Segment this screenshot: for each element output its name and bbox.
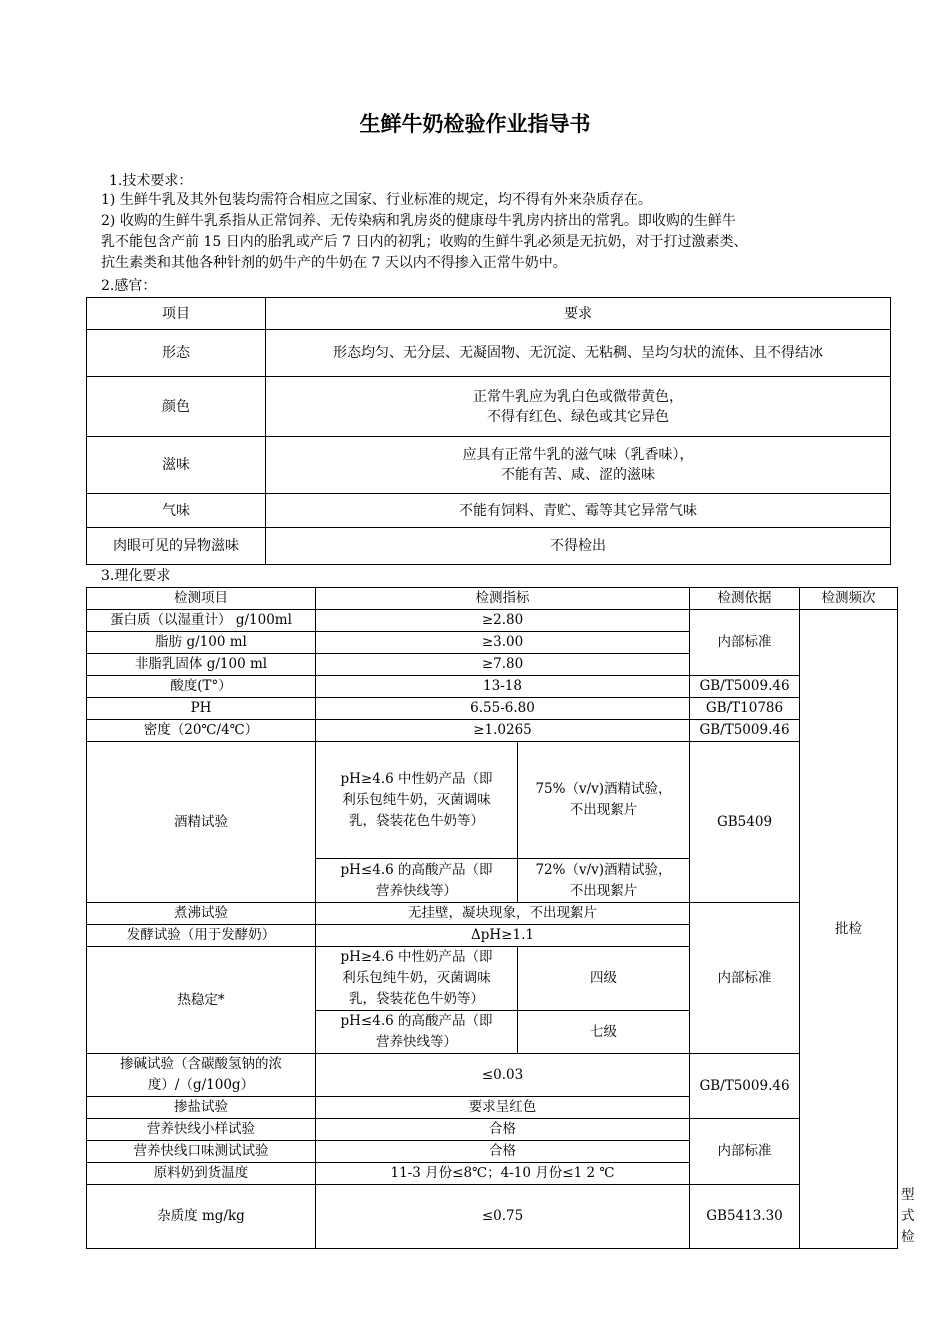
sensory-item: 滋味 [87, 437, 266, 494]
temperature-index: 11-3 月份≤8℃；4-10 月份≤1 2 ℃ [316, 1163, 690, 1185]
table-row: 杂质度 mg/kg ≤0.75 GB5413.30 型式检 [87, 1185, 898, 1249]
ph-index: 6.55-6.80 [316, 698, 690, 720]
table-row [87, 330, 891, 377]
sensory-requirement [266, 437, 891, 494]
sensory-item: 形态 [87, 330, 266, 377]
table-row [87, 437, 891, 494]
fat-index: ≥3.00 [316, 632, 690, 654]
cell-text-line: 掺碱试验（含碳酸氢钠的浓 [120, 1056, 282, 1072]
cell-text-line: 75%（v/v)酒精试验， [535, 781, 672, 797]
chem-header-basis: 检测依据 [690, 588, 800, 610]
alcohol-item: 酒精试验 [87, 742, 316, 903]
table-row [87, 720, 898, 742]
cell-text-line: pH≥4.6 中性奶产品（即 [340, 770, 493, 787]
sensory-heading: 2.感官： [101, 278, 157, 294]
alcohol-neutral-requirement [518, 742, 690, 859]
chem-header-frequency: 检测频次 [800, 588, 898, 610]
cell-text-line: 72%（v/v)酒精试验， [535, 861, 672, 878]
heat-item: 热稳定* [87, 947, 316, 1054]
snf-index: ≥7.80 [316, 654, 690, 676]
sample-item: 营养快线小样试验 [87, 1119, 316, 1141]
cell-text-line: 乳，袋装花色牛奶等） [349, 812, 484, 829]
requirement-text: 形态均匀、无分层、无凝固物、无沉淀、无粘稠、呈均匀状的流体、且不得结冰 [333, 345, 823, 361]
alcohol-acid-requirement [518, 859, 690, 903]
ferment-item: 发酵试验（用于发酵奶） [87, 925, 316, 947]
basis-internal-standard: 内部标准 [690, 1119, 800, 1185]
requirement-text: 不能有苦、咸、涩的滋味 [501, 467, 655, 483]
ph-item: PH [87, 698, 316, 720]
cell-text-line: 营养快线等） [376, 882, 457, 899]
table-row [87, 676, 898, 698]
chem-header-index: 检测指标 [316, 588, 690, 610]
sensory-header-item: 项目 [87, 298, 266, 330]
page-title: 生鲜牛奶检验作业指导书 [359, 112, 591, 136]
table-row [87, 1119, 898, 1141]
table-row [87, 377, 891, 437]
frequency-batch: 批检 [800, 610, 898, 1249]
cell-text-line: pH≤4.6 的高酸产品（即 [340, 861, 493, 878]
cell-text-line: 乳，袋装花色牛奶等） [349, 991, 484, 1007]
cell-text-line: 不出现絮片 [569, 802, 638, 818]
sensory-requirement [266, 528, 891, 565]
requirement-text: 正常牛乳应为乳白色或微带黄色， [473, 388, 683, 405]
density-index: ≥1.0265 [316, 720, 690, 742]
density-basis: GB/T5009.46 [690, 720, 800, 742]
chem-header-item: 检测项目 [87, 588, 316, 610]
snf-item: 非脂乳固体 g/100 ml [87, 654, 316, 676]
sensory-requirement [266, 494, 891, 528]
tech-requirements-heading: 1.技术要求： [109, 173, 193, 189]
table-row [87, 698, 898, 720]
tech-requirement-2-line-1: 2) 收购的生鲜牛乳系指从正常饲养、无传染病和乳房炎的健康母牛乳房内挤出的常乳。即收购的生鲜牛 [101, 213, 736, 229]
protein-item: 蛋白质（以湿重计） g/100ml [87, 610, 316, 632]
heat-neutral-product [316, 947, 518, 1011]
sensory-requirement [266, 330, 891, 377]
basis-internal-standard: 内部标准 [690, 903, 800, 1054]
salt-item: 掺盐试验 [87, 1097, 316, 1119]
alcohol-basis: GB5409 [690, 742, 800, 903]
sensory-header-requirement: 要求 [266, 298, 891, 330]
table-row [87, 742, 898, 859]
heat-acid-grade: 七级 [518, 1011, 690, 1054]
salt-index: 要求呈红色 [316, 1097, 690, 1119]
impurity-item: 杂质度 mg/kg [87, 1185, 316, 1249]
cell-text-line: 利乐包纯牛奶，灭菌调味 [342, 970, 491, 986]
heat-acid-product [316, 1011, 518, 1054]
cell-text-line: 不出现絮片 [569, 882, 638, 899]
basis-internal-standard: 内部标准 [690, 610, 800, 676]
sensory-item: 肉眼可见的异物滋味 [87, 528, 266, 565]
requirement-text: 应具有正常牛乳的滋气味（乳香味）， [462, 447, 694, 463]
requirement-text: 不得检出 [550, 538, 606, 554]
table-row [87, 610, 898, 632]
taste-index: 合格 [316, 1141, 690, 1163]
table-row [87, 494, 891, 528]
sensory-item: 颜色 [87, 377, 266, 437]
table-row [87, 298, 891, 330]
table-row [87, 1054, 898, 1097]
alkali-item [87, 1054, 316, 1097]
impurity-basis: GB5413.30 [690, 1185, 800, 1249]
alcohol-neutral-product [316, 742, 518, 859]
cell-text-line: 营养快线等） [376, 1034, 457, 1050]
cell-text-line: 利乐包纯牛奶，灭菌调味 [342, 791, 491, 808]
fat-item: 脂肪 g/100 ml [87, 632, 316, 654]
requirement-text: 不能有饲料、青贮、霉等其它异常气味 [459, 502, 697, 519]
requirement-text: 不得有红色、绿色或其它异色 [487, 408, 669, 425]
sample-index: 合格 [316, 1119, 690, 1141]
ferment-index: ΔpH≥1.1 [316, 925, 690, 947]
alkali-salt-basis: GB/T5009.46 [690, 1054, 800, 1119]
sensory-requirement [266, 377, 891, 437]
boil-index: 无挂壁，凝块现象，不出现絮片 [316, 903, 690, 925]
table-row [87, 903, 898, 925]
chem-table [86, 587, 915, 1249]
density-item: 密度（20℃/4℃） [87, 720, 316, 742]
tech-requirement-2 [101, 211, 861, 274]
protein-index: ≥2.80 [316, 610, 690, 632]
ph-basis: GB/T10786 [690, 698, 800, 720]
cell-text-line: pH≤4.6 的高酸产品（即 [340, 1013, 493, 1029]
tech-requirement-2-line-3: 抗生素类和其他各种针剂的奶牛产的牛奶在 7 天以内不得掺入正常牛奶中。 [101, 255, 567, 271]
chem-heading: 3.理化要求 [101, 568, 171, 584]
cell-text-line: pH≥4.6 中性奶产品（即 [340, 949, 493, 965]
heat-neutral-grade: 四级 [518, 947, 690, 1011]
alcohol-acid-product [316, 859, 518, 903]
taste-item: 营养快线口味测试试验 [87, 1141, 316, 1163]
table-row [87, 528, 891, 565]
tech-requirement-1: 1) 生鲜牛乳及其外包装均需符合相应之国家、行业标准的规定，均不得有外来杂质存在。 [101, 192, 652, 208]
acidity-basis: GB/T5009.46 [690, 676, 800, 698]
impurity-index: ≤0.75 [316, 1185, 690, 1249]
table-row [87, 588, 898, 610]
tech-requirement-2-line-2: 乳不能包含产前 15 日内的胎乳或产后 7 日内的初乳；收购的生鲜牛乳必须是无抗奶，对于打过激素类、 [101, 234, 748, 250]
cell-text-line: 度）/（g/100g） [147, 1077, 255, 1093]
boil-item: 煮沸试验 [87, 903, 316, 925]
acidity-item: 酸度(T°） [87, 676, 316, 698]
alkali-index: ≤0.03 [316, 1054, 690, 1097]
sensory-item: 气味 [87, 494, 266, 528]
sensory-table [86, 297, 891, 565]
temperature-item: 原料奶到货温度 [87, 1163, 316, 1185]
acidity-index: 13-18 [316, 676, 690, 698]
